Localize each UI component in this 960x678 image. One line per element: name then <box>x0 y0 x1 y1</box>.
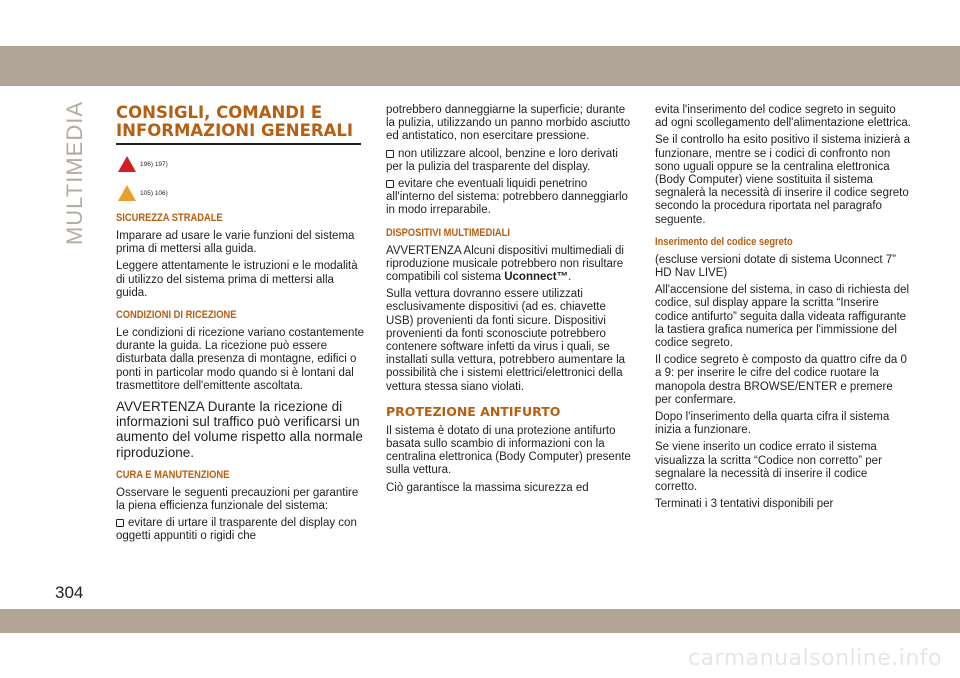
checkbox-bullet-icon <box>386 150 394 158</box>
warning-refs-red <box>118 154 366 174</box>
heading-sicurezza: SICUREZZA STRADALE <box>116 212 223 224</box>
bullet-item <box>116 517 366 543</box>
heading-protezione: PROTEZIONE ANTIFURTO <box>386 403 561 419</box>
header-bar <box>0 46 960 86</box>
text-run: . <box>568 271 572 284</box>
paragraph: Dopo l'inserimento della quarta cifra il sistema inizia a funzionare. <box>655 411 890 437</box>
heading-inserimento: Inserimento del codice segreto <box>655 235 793 248</box>
column-3 <box>655 104 911 515</box>
warning-triangle-icon <box>118 156 136 172</box>
avvertenza-note: AVVERTENZA Durante la ricezione di informazioni sul traffico può verificarsi un aumento del volume rispetto alla normale riproduzione. <box>116 399 363 460</box>
column-2 <box>386 104 632 499</box>
heading-dispositivi: DISPOSITIVI MULTIMEDIALI <box>386 226 510 239</box>
bullet-item <box>386 148 632 174</box>
column-1 <box>116 104 366 548</box>
warning-refs-text: 196) 197) <box>140 160 168 168</box>
paragraph: Sulla vettura dovranno essere utilizzati esclusivamente dispositivi (ad es. chiavette USB) provenienti da fonti sicure. Dispositivi provenienti da fonti sconosciute potrebbero contenere software infetti da virus i quali, se installati sulla vettura, potrebbero aumentare la possibilità che i sistemi elettrici/elettronici della vettura stessa siano violati. <box>386 288 626 393</box>
bullet-text: evitare che eventuali liquidi penetrino all'interno del sistema: potrebbero danneggiarlo in modo irreparabile. <box>386 178 628 217</box>
checkbox-bullet-icon <box>116 519 124 527</box>
watermark: carmanualsonline.info <box>688 646 942 671</box>
paragraph: Leggere attentamente le istruzioni e le modalità di utilizzo del sistema prima di mettersi alla guida. <box>116 260 358 299</box>
side-label-text: MULTIMEDIA <box>62 100 87 246</box>
footer-bar <box>0 609 960 633</box>
page-number: 304 <box>55 583 84 602</box>
warning-refs-orange <box>118 183 366 203</box>
paragraph: Il codice segreto è composto da quattro cifre da 0 a 9: per inserire le cifre del codice ruotare la manopola destra BROWSE/ENTER e premere per confermare. <box>655 354 907 406</box>
paragraph: (escluse versioni dotate di sistema Uconnect 7” HD Nav LIVE) <box>655 253 896 280</box>
text-run: AVVERTENZA Alcuni dispositivi multimediali di riproduzione musicale potrebbero non risultare compatibili col sistema <box>386 244 624 284</box>
paragraph: Il sistema è dotato di una protezione antifurto basata sullo scambio di informazioni con la centralina elettronica (Body Computer) presente sulla vettura. <box>386 424 631 477</box>
paragraph: Terminati i 3 tentativi disponibili per <box>655 498 834 511</box>
section-title: CONSIGLI, COMANDI E INFORMAZIONI GENERALI <box>116 104 361 145</box>
caution-refs-text: 105) 106) <box>140 189 168 197</box>
checkbox-bullet-icon <box>386 180 394 188</box>
bullet-item <box>386 178 632 218</box>
paragraph: evita l'inserimento del codice segreto in seguito ad ogni scollegamento dell'alimentazione elettrica. <box>655 104 911 130</box>
bullet-text: non utilizzare alcool, benzine e loro derivati per la pulizia del trasparente del display. <box>386 147 618 173</box>
paragraph: Se il controllo ha esito positivo il sistema inizierà a funzionare, mentre se i codici di confronto non sono uguali oppure se la centralina elettronica (Body Computer) viene sostituita il sistema segnalerà la necessità di inserire il codice segreto secondo la procedura riportata nel paragrafo seguente. <box>655 134 911 226</box>
heading-ricezione: CONDIZIONI DI RICEZIONE <box>116 309 237 322</box>
section-side-label <box>60 100 88 250</box>
caution-triangle-icon <box>118 185 136 201</box>
paragraph: Osservare le seguenti precauzioni per garantire la piena efficienza funzionale del sistema: <box>116 486 359 513</box>
heading-cura: CURA E MANUTENZIONE <box>116 468 230 481</box>
paragraph: Se viene inserito un codice errato il sistema visualizza la scritta “Codice non corretto” per segnalare la necessità di inserire il codice corretto. <box>655 441 882 494</box>
paragraph <box>386 245 632 285</box>
paragraph: Ciò garantisce la massima sicurezza ed <box>386 481 589 494</box>
paragraph: potrebbero danneggiarne la superficie; durante la pulizia, utilizzando un panno morbido asciutto ed antistatico, non esercitare pressione. <box>386 104 631 143</box>
paragraph: Le condizioni di ricezione variano costantemente durante la guida. La ricezione può essere disturbata dalla presenza di montagne, edifici o ponti in particolar modo quando si è lontani dal trasmettitore dell'emittente ascoltata. <box>116 327 365 392</box>
paragraph: Imparare ad usare le varie funzioni del sistema prima di mettersi alla guida. <box>116 230 355 256</box>
paragraph: All'accensione del sistema, in caso di richiesta del codice, sul display appare la scritta “Inserire codice antifurto” seguita dalla videata raffigurante la tastiera grafica numerica per l'immissione del codice segreto. <box>655 284 910 350</box>
bullet-text: evitare di urtare il trasparente del display con oggetti appuntiti o rigidi che <box>116 517 357 543</box>
top-margin <box>0 0 960 46</box>
brand-name: Uconnect™ <box>504 271 569 284</box>
